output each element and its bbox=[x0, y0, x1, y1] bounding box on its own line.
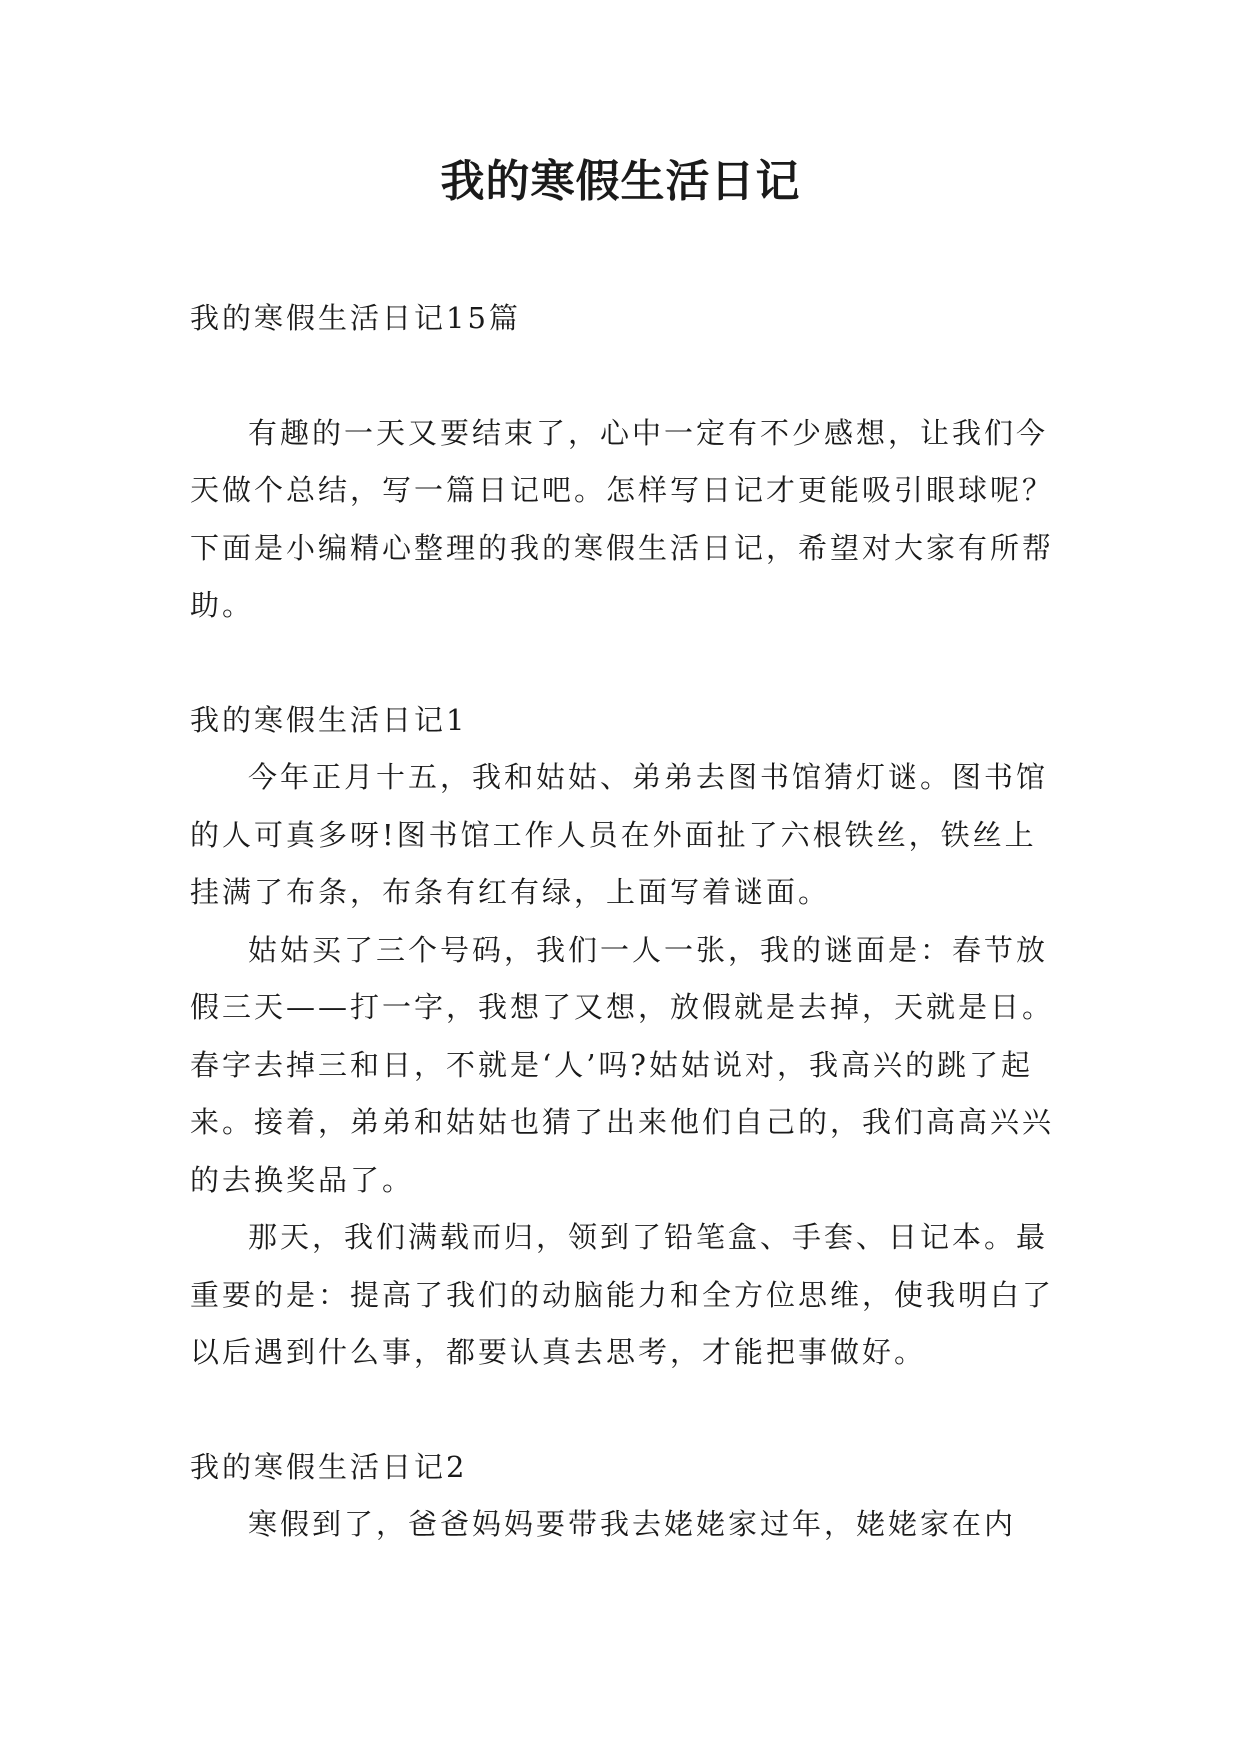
entry-1-heading: 我的寒假生活日记1 bbox=[190, 702, 468, 737]
document-body bbox=[190, 290, 1060, 1554]
entry-2-paragraph: 寒假到了，爸爸妈妈要带我去姥姥家过年，姥姥家在内 bbox=[248, 1507, 1017, 1541]
document-title: 我的寒假生活日记 bbox=[440, 156, 801, 207]
entry-2-heading: 我的寒假生活日记2 bbox=[190, 1449, 468, 1484]
document-subtitle: 我的寒假生活日记15篇 bbox=[190, 301, 521, 335]
entry-1-paragraph: 姑姑买了三个号码，我们一人一张，我的谜面是：春节放假三天——打一字，我想了又想，放假就是去掉，天就是日。春字去掉三和日，不就是‘人’吗?姑姑说对，我高兴的跳了起来。接着，弟弟和姑姑也猜了出来他们自己的，我们高高兴兴的去换奖品了。 bbox=[190, 932, 1055, 1197]
intro-paragraph: 有趣的一天又要结束了，心中一定有不少感想，让我们今天做个总结，写一篇日记吧。怎样写日记才更能吸引眼球呢？下面是小编精心整理的我的寒假生活日记，希望对大家有所帮助。 bbox=[190, 415, 1055, 622]
entry-1-paragraph: 那天，我们满载而归，领到了铅笔盒、手套、日记本。最重要的是：提高了我们的动脑能力和全方位思维，使我明白了以后遇到什么事，都要认真去思考，才能把事做好。 bbox=[190, 1220, 1055, 1369]
entry-1-paragraph: 今年正月十五，我和姑姑、弟弟去图书馆猜灯谜。图书馆的人可真多呀!图书馆工作人员在外面扯了六根铁丝，铁丝上挂满了布条，布条有红有绿，上面写着谜面。 bbox=[190, 760, 1049, 909]
